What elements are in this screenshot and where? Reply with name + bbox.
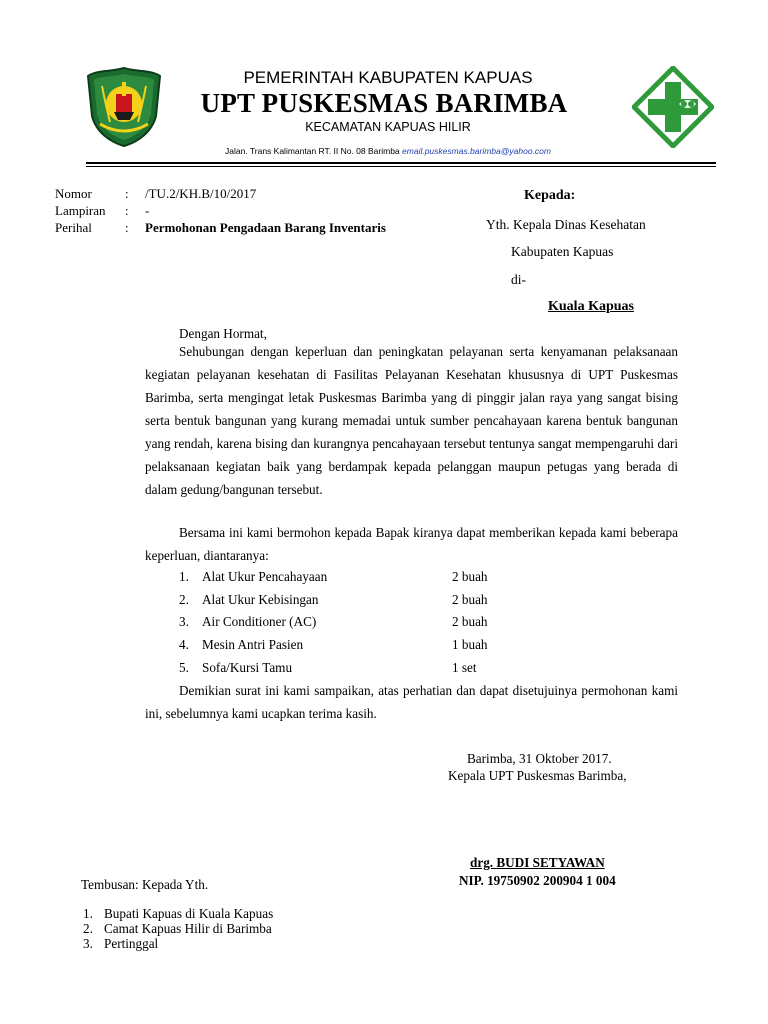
district-name: KECAMATAN KAPUAS HILIR xyxy=(305,120,471,134)
paragraph-1: Sehubungan dengan keperluan dan peningkatan pelayanan serta kenyamanan pelaksanaan kegiatan pelayanan kesehatan di Fasilitas Pelayanan Kesehatan khususnya di UPT Puskesmas Barimba, serta mengingat letak Puskesmas Barimba yang di pinggir jalan raya yang sangat bising serta bentuk bangunan yang kurang memadai untuk sumber pencahayaan karena bentuk bangunan yang rendah, karena bising dan kurangnya pencahayaan tersebut tentunya sangat mempengaruhi dari pelaksanaan kegiatan baik yang berdampak kepada pelanggan maupun petugas yang berada di dalam gedung/bangunan tersebut. xyxy=(145,344,678,497)
signatory-nip: NIP. 19750902 200904 1 004 xyxy=(459,873,616,888)
list-item-qty: 2 buah xyxy=(452,592,488,607)
copy-item-number: 1. xyxy=(83,906,93,921)
recipient-line1: Yth. Kepala Dinas Kesehatan xyxy=(486,217,646,232)
recipient-heading: Kepada: xyxy=(524,188,576,203)
copy-item-text: Bupati Kapuas di Kuala Kapuas xyxy=(104,906,274,921)
list-item-number: 1. xyxy=(179,569,189,584)
signatory-name: drg. BUDI SETYAWAN xyxy=(470,855,605,870)
list-item-number: 4. xyxy=(179,637,189,652)
list-item-name: Alat Ukur Kebisingan xyxy=(202,592,319,607)
copy-item-text: Pertinggal xyxy=(104,936,159,951)
list-item-qty: 2 buah xyxy=(452,569,488,584)
government-name: PEMERINTAH KABUPATEN KAPUAS xyxy=(243,68,533,87)
list-item-name: Air Conditioner (AC) xyxy=(202,614,317,629)
lampiran-label: Lampiran xyxy=(55,203,106,218)
letterhead-rule-thick xyxy=(86,162,716,164)
lampiran-value: - xyxy=(145,203,150,218)
list-item-number: 3. xyxy=(179,614,189,629)
list-item-qty: 1 buah xyxy=(452,637,488,652)
list-item-name: Alat Ukur Pencahayaan xyxy=(202,569,328,584)
address-text: Jalan. Trans Kalimantan RT. II No. 08 Barimba xyxy=(225,146,400,156)
puskesmas-logo-icon xyxy=(632,66,714,148)
list-item-qty: 1 set xyxy=(452,660,477,675)
perihal-colon: : xyxy=(125,220,129,235)
perihal-value: Permohonan Pengadaan Barang Inventaris xyxy=(145,220,386,235)
nomor-value: /TU.2/KH.B/10/2017 xyxy=(145,186,257,201)
recipient-line2: Kabupaten Kapuas xyxy=(511,244,614,259)
copy-item-text: Camat Kapuas Hilir di Barimba xyxy=(104,921,272,936)
copy-item-number: 2. xyxy=(83,921,93,936)
recipient-line3: di- xyxy=(511,272,526,287)
perihal-label: Perihal xyxy=(55,220,92,235)
recipient-city: Kuala Kapuas xyxy=(548,299,634,314)
signatory-position: Kepala UPT Puskesmas Barimba, xyxy=(448,768,627,783)
list-item-number: 2. xyxy=(179,592,189,607)
email-link[interactable]: email.puskesmas.barimba@yahoo.com xyxy=(402,146,551,156)
copies-heading: Tembusan: Kepada Yth. xyxy=(81,877,209,892)
place-date: Barimba, 31 Oktober 2017. xyxy=(467,751,612,766)
list-item-name: Sofa/Kursi Tamu xyxy=(202,660,293,675)
nomor-colon: : xyxy=(125,186,129,201)
lampiran-colon: : xyxy=(125,203,129,218)
copy-item-number: 3. xyxy=(83,936,93,951)
list-item-qty: 2 buah xyxy=(452,614,488,629)
letterhead-rule-thin xyxy=(86,166,716,167)
nomor-label: Nomor xyxy=(55,186,92,201)
greeting: Dengan Hormat, xyxy=(179,326,267,341)
closing-paragraph: Demikian surat ini kami sampaikan, atas perhatian dan dapat disetujuinya permohonan kami ini, sebelumnya kami ucapkan terima kasih. xyxy=(145,683,678,721)
institution-name: UPT PUSKESMAS BARIMBA xyxy=(200,88,568,118)
list-item-name: Mesin Antri Pasien xyxy=(202,637,304,652)
list-item-number: 5. xyxy=(179,660,189,675)
paragraph-2: Bersama ini kami bermohon kepada Bapak kiranya dapat memberikan kepada kami beberapa keperluan, diantaranya: xyxy=(145,525,678,563)
